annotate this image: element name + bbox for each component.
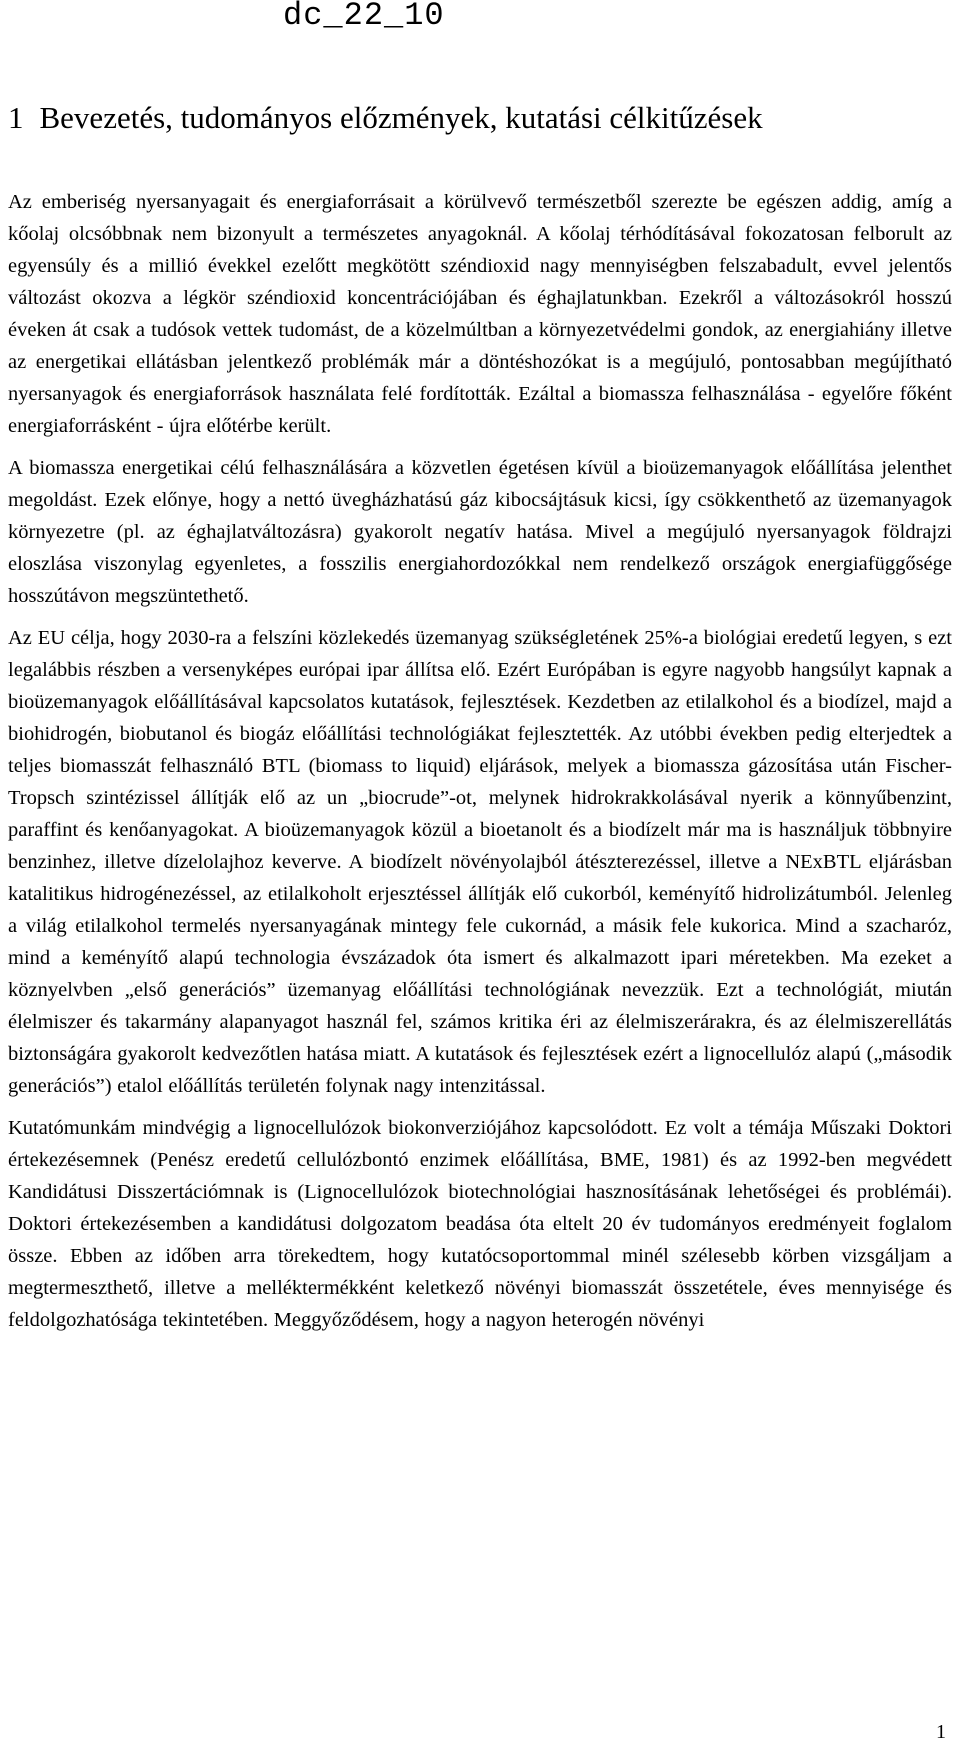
section-number: 1 (8, 100, 24, 135)
document-id: dc_22_10 (283, 0, 445, 34)
paragraph-1: Az emberiség nyersanyagait és energiaforrásait a körülvevő természetből szerezte be egészen addig, amíg a kőolaj olcsóbbnak nem bizonyult a természetes anyagoknál. A kőolaj térhódításával fokozatosan felborult az egyensúly és a millió évekkel ezelőtt megkötött széndioxid nagy mennyiségben felszabadult, evvel jelentős változást okozva a légkör széndioxid koncentrációjában és éghajlatunkban. Ezekről a változásokról hosszú éveken át csak a tudósok vettek tudomást, de a közelmúltban a környezetvédelmi gondok, az energiahiány illetve az energetikai ellátásban jelentkező problémák már a döntéshozókat is a megújuló, pontosabban megújítható nyersanyagok és energiaforrások használata felé fordították. Ezáltal a biomassza felhasználása - egyelőre főként energiaforrásként - újra előtérbe került. (8, 191, 952, 437)
paragraph-3: Az EU célja, hogy 2030-ra a felszíni közlekedés üzemanyag szükségletének 25%-a biológiai eredetű legyen, s ezt legalábbis részben a versenyképes európai ipar állítsa elő. Ezért Európában is egyre nagyobb hangsúlyt kapnak a bioüzemanyagok előállításával kapcsolatos kutatások, fejlesztések. Kezdetben az etilalkohol és a biodízel, majd a biohidrogén, biobutanol és biogáz előállítási technológiákat fejlesztették. Az utóbbi években pedig elterjedtek a teljes biomasszát felhasználó BTL (biomass to liquid) eljárások, melyek a biomassza gázosítása után Fischer-Tropsch szintézissel állítják elő az un „biocrude”-ot, melynek hidrokrakkolásával nyerik a könnyűbenzint, paraffint és kenőanyagokat. A bioüzemanyagok közül a bioetanolt és a biodízelt már ma is használjuk többnyire benzinhez, illetve dízelolajhoz keverve. A biodízelt növényolajból átészterezéssel, illetve a NExBTL eljárásban katalitikus hidrogénezéssel, az etilalkoholt erjesztéssel állítják elő cukorból, keményítő hidrolizátumból. Jelenleg a világ etilalkohol termelés nyersanyagának mintegy fele cukornád, a másik fele kukorica. Mind a szacharóz, mind a keményítő alapú technologia évszázadok óta ismert és alkalmazott ipari méretekben. Ma ezeket a köznyelvben „első generációs” üzemanyag előállítási technológiának nevezzük. Ezt a technológiát, miután élelmiszer és takarmány alapanyagot használ fel, számos kritika éri az élelmiszerárakra, és az élelmiszerellátás biztonságára gyakorolt kedvezőtlen hatása miatt. A kutatások és fejlesztések ezért a lignocellulóz alapú („második generációs”) etalol előállítás területén folynak nagy intenzitással. (8, 627, 952, 1097)
body-text (8, 186, 952, 1346)
page-number: 1 (936, 1721, 946, 1743)
section-heading (8, 100, 763, 136)
section-title: Bevezetés, tudományos előzmények, kutatási célkitűzések (39, 100, 763, 135)
paragraph-2: A biomassza energetikai célú felhasználására a közvetlen égetésen kívül a bioüzemanyagok előállítása jelenthet megoldást. Ezek előnye, hogy a nettó üvegházhatású gáz kibocsájtásuk kicsi, így csökkenthető az üzemanyagok környezetre (pl. az éghajlatváltozásra) gyakorolt negatív hatása. Mivel a megújuló nyersanyagok földrajzi eloszlása viszonylag egyenletes, a fosszilis energiahordozókkal nem rendelkező országok energiafüggősége hosszútávon megszüntethető. (8, 457, 952, 607)
paragraph-4: Kutatómunkám mindvégig a lignocellulózok biokonverziójához kapcsolódott. Ez volt a témája Műszaki Doktori értekezésemnek (Penész eredetű cellulózbontó enzimek előállítása, BME, 1981) és az 1992-ben megvédett Kandidátusi Disszertációmnak is (Lignocellulózok biotechnológiai hasznosításának lehetőségei és problémái). Doktori értekezésemben a kandidátusi dolgozatom beadása óta eltelt 20 év tudományos eredményeit foglalom össze. Ebben az időben arra törekedtem, hogy kutatócsoportommal minél szélesebb körben vizsgáljam a megtermeszthető, illetve a melléktermékként keletkező növényi biomasszát összetétele, éves mennyisége és feldolgozhatósága tekintetében. Meggyőződésem, hogy a nagyon heterogén növényi (8, 1117, 952, 1331)
